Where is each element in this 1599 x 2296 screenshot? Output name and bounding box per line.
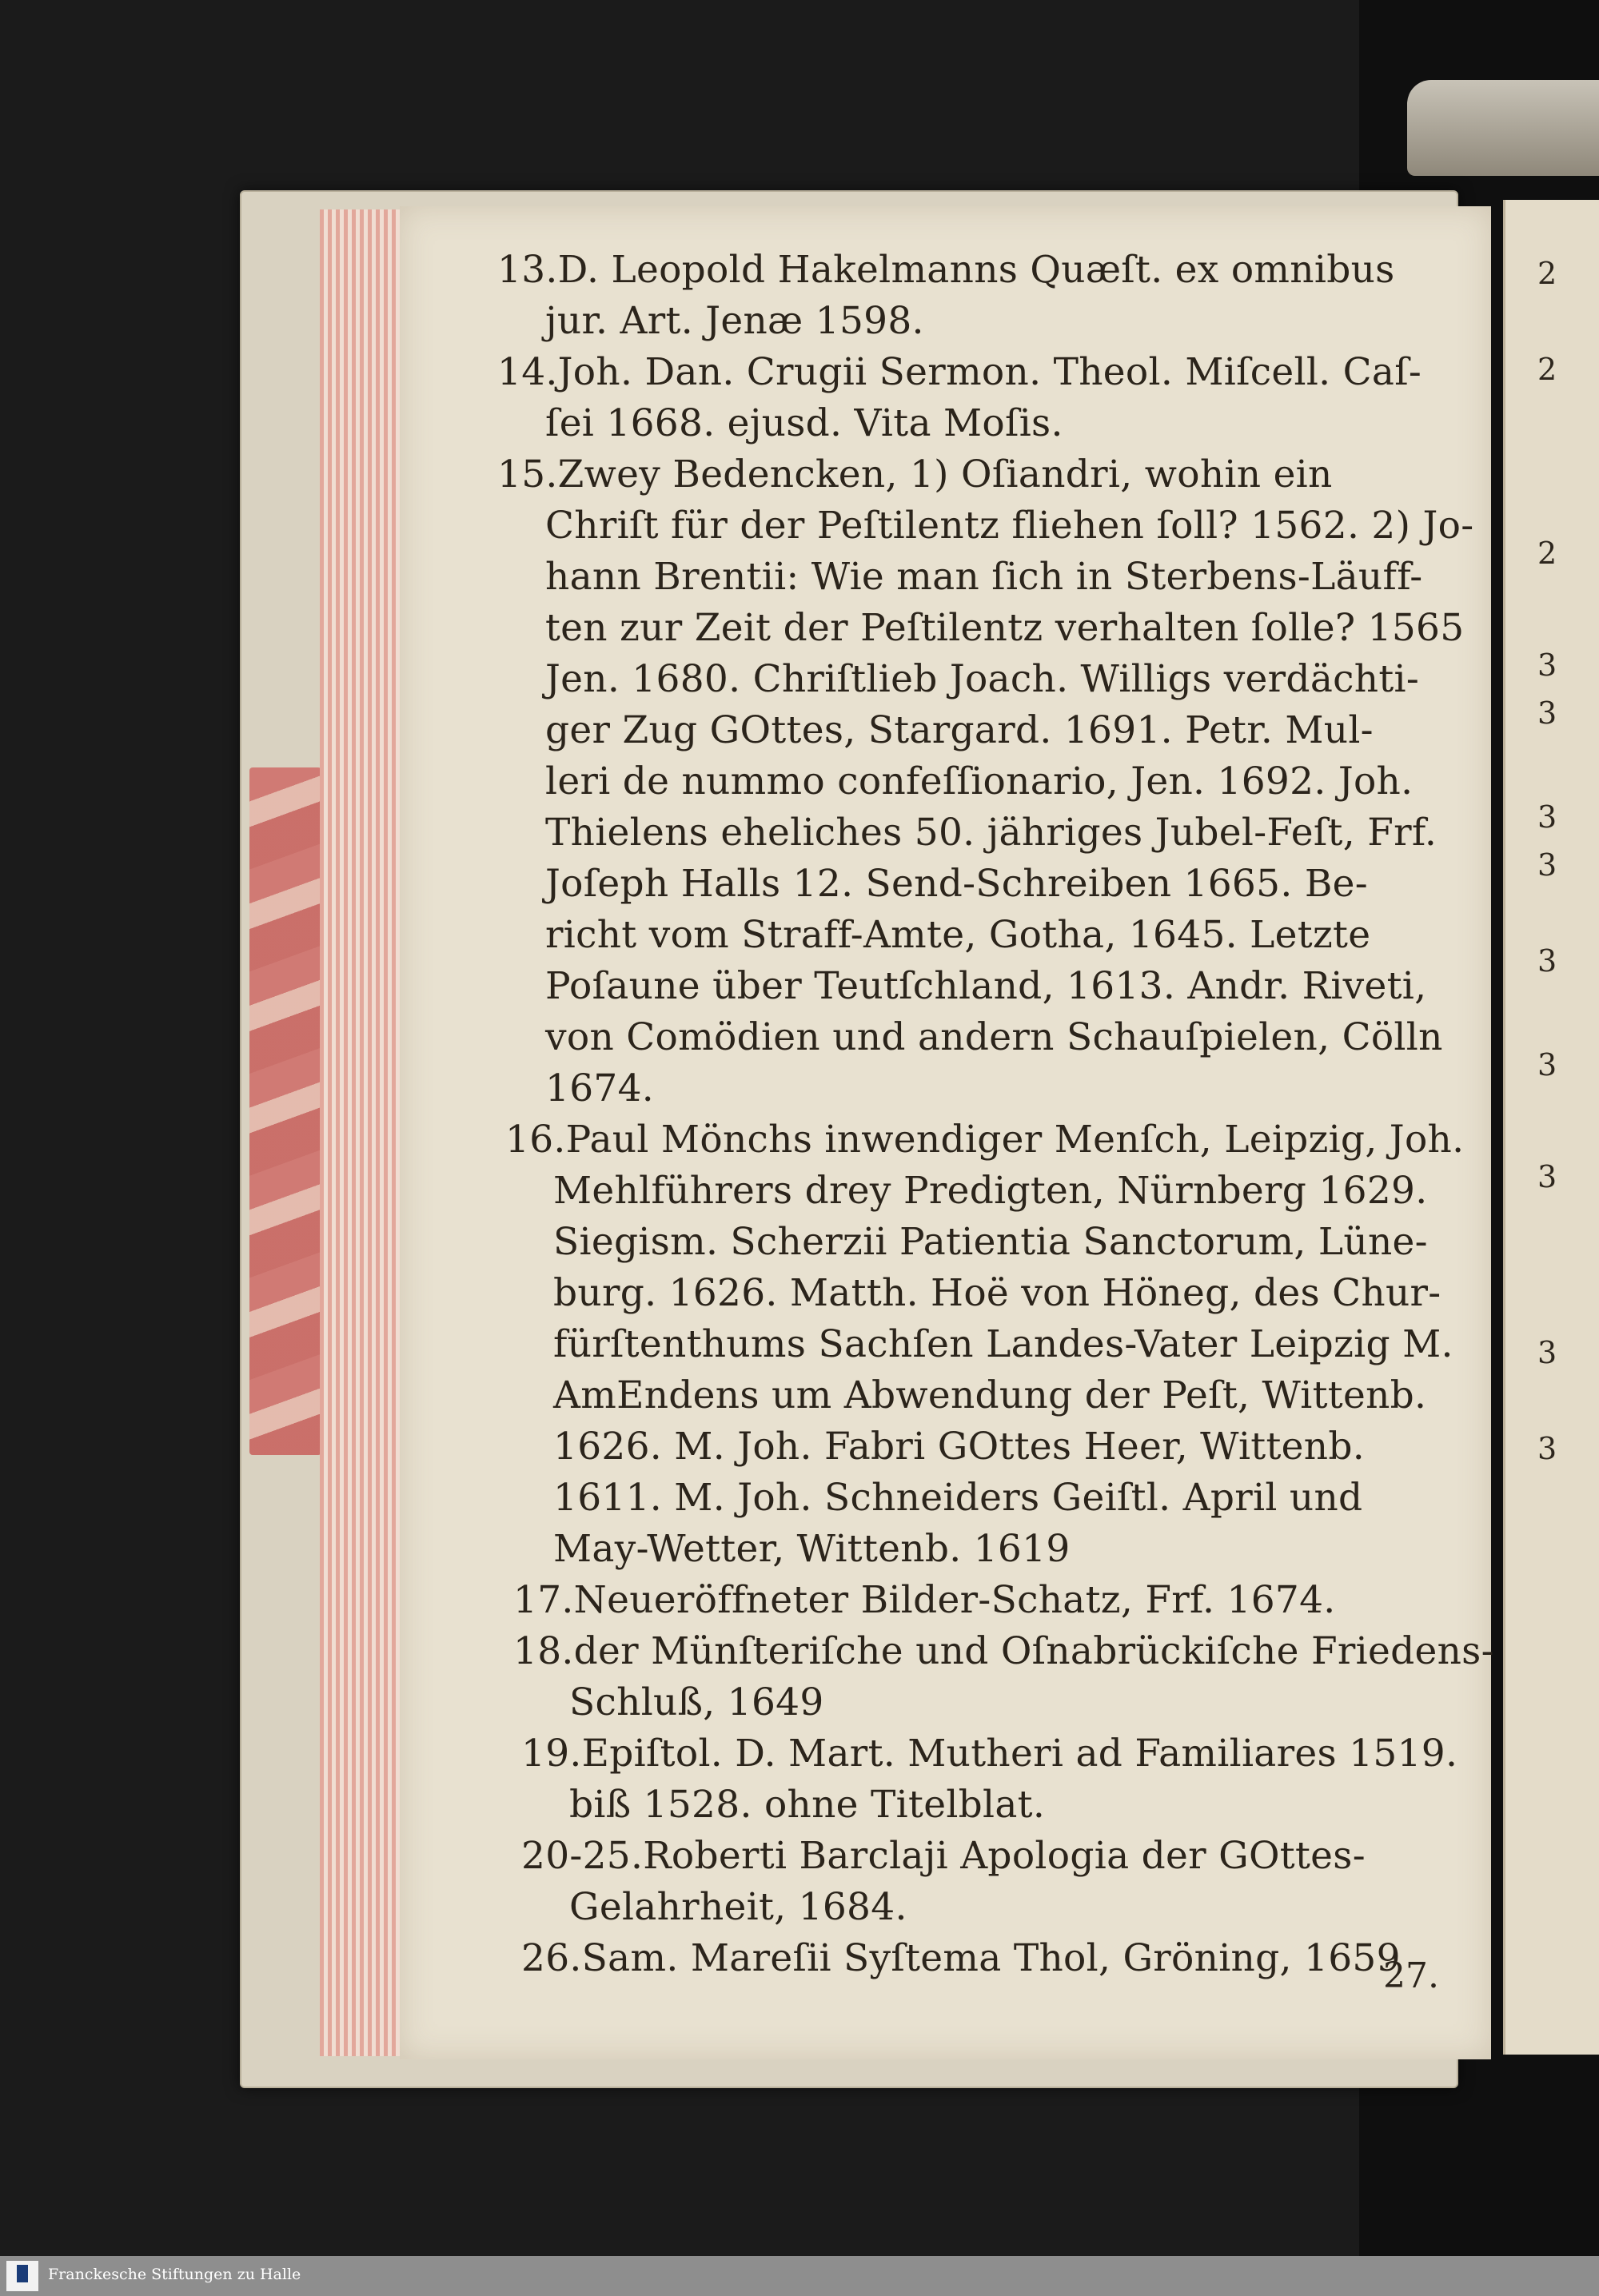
- margin-number: 3: [1537, 1431, 1557, 1466]
- text-line: 18.der Münſteriſche und Oſnabrückiſche Friedens-: [513, 1629, 1494, 1673]
- text-line: 15.Zwey Bedencken, 1) Oſiandri, wohin ein: [497, 452, 1333, 496]
- adjacent-page-edge: [1503, 200, 1599, 2055]
- text-line: 13.D. Leopold Hakelmanns Quæſt. ex omnibus: [497, 248, 1395, 292]
- margin-number: 3: [1537, 799, 1557, 835]
- text-line: Gelahrheit, 1684.: [569, 1885, 907, 1929]
- text-line: 19.Epiſtol. D. Mart. Mutheri ad Familiares 1519.: [521, 1732, 1458, 1776]
- logo-mark: [17, 2265, 28, 2282]
- margin-number: 2: [1537, 352, 1557, 387]
- margin-number: 3: [1537, 1047, 1557, 1082]
- text-line: biß 1528. ohne Titelblat.: [569, 1783, 1046, 1827]
- text-line: AmEndens um Abwendung der Peſt, Wittenb.: [553, 1373, 1427, 1417]
- text-line: leri de nummo confeſſionario, Jen. 1692. Joh.: [545, 759, 1414, 803]
- text-line: fürſtenthums Sachſen Landes-Vater Leipzig M.: [553, 1322, 1453, 1366]
- marbled-cover-pattern: [249, 767, 321, 1455]
- margin-number: 3: [1537, 1335, 1557, 1370]
- margin-number: 3: [1537, 696, 1557, 731]
- book-clasp-corner: [1407, 80, 1599, 176]
- margin-number: 3: [1537, 847, 1557, 883]
- text-line: ten zur Zeit der Peſtilentz verhalten ſolle? 1565: [545, 606, 1465, 650]
- margin-number: 2: [1537, 256, 1557, 291]
- margin-number: 3: [1537, 943, 1557, 979]
- text-line: 1626. M. Joh. Fabri GOttes Heer, Wittenb.: [553, 1425, 1365, 1469]
- margin-number: 3: [1537, 1159, 1557, 1194]
- text-line: ger Zug GOttes, Stargard. 1691. Petr. Mul-: [545, 708, 1374, 752]
- text-line: hann Brentii: Wie man ſich in Sterbens-Läuff-: [545, 555, 1423, 599]
- text-line: 1611. M. Joh. Schneiders Geiſtl. April und: [553, 1476, 1363, 1520]
- text-line: 26.Sam. Mareſii Syſtema Thol, Gröning, 1659: [521, 1936, 1401, 1980]
- text-line: jur. Art. Jenæ 1598.: [545, 299, 924, 343]
- text-line: 17.Neueröffneter Bilder-Schatz, Frf. 1674.: [513, 1578, 1336, 1622]
- text-line: Jen. 1680. Chriſtlieb Joach. Willigs verdächti-: [545, 657, 1420, 701]
- catchword: 27.: [1383, 1955, 1439, 1996]
- book-page: [400, 206, 1494, 2059]
- text-line: 14.Joh. Dan. Crugii Sermon. Theol. Miſcell. Caſ-: [497, 350, 1422, 394]
- footer-credit: Franckesche Stiftungen zu Halle: [48, 2266, 301, 2283]
- text-line: Chriſt für der Peſtilentz fliehen ſoll? 1562. 2) Jo-: [545, 504, 1474, 548]
- text-line: Poſaune über Teutſchland, 1613. Andr. Riveti,: [545, 964, 1427, 1008]
- text-line: May-Wetter, Wittenb. 1619: [553, 1527, 1071, 1571]
- institution-logo-icon: [6, 2261, 38, 2291]
- text-line: ſei 1668. ejusd. Vita Moſis.: [545, 401, 1063, 445]
- text-line: richt vom Straff-Amte, Gotha, 1645. Letzte: [545, 913, 1371, 957]
- footer-bar: [0, 2256, 1599, 2296]
- text-line: Schluß, 1649: [569, 1680, 824, 1724]
- text-line: Siegism. Scherzii Patientia Sanctorum, Lüne-: [553, 1220, 1428, 1264]
- text-line: 16.Paul Mönchs inwendiger Menſch, Leipzig, Joh.: [505, 1118, 1465, 1162]
- margin-number: 2: [1537, 536, 1557, 571]
- margin-number: 3: [1537, 648, 1557, 683]
- text-line: von Comödien und andern Schauſpielen, Cölln: [545, 1015, 1443, 1059]
- text-line: 20-25.Roberti Barclaji Apologia der GOttes-: [521, 1834, 1366, 1878]
- text-line: Joſeph Halls 12. Send-Schreiben 1665. Be-: [545, 862, 1368, 906]
- text-line: Thielens eheliches 50. jähriges Jubel-Feſt, Frf.: [545, 811, 1438, 855]
- text-line: burg. 1626. Matth. Hoë von Höneg, des Chur-: [553, 1271, 1441, 1315]
- text-line: Mehlführers drey Predigten, Nürnberg 1629.: [553, 1169, 1428, 1213]
- text-line: 1674.: [545, 1066, 655, 1110]
